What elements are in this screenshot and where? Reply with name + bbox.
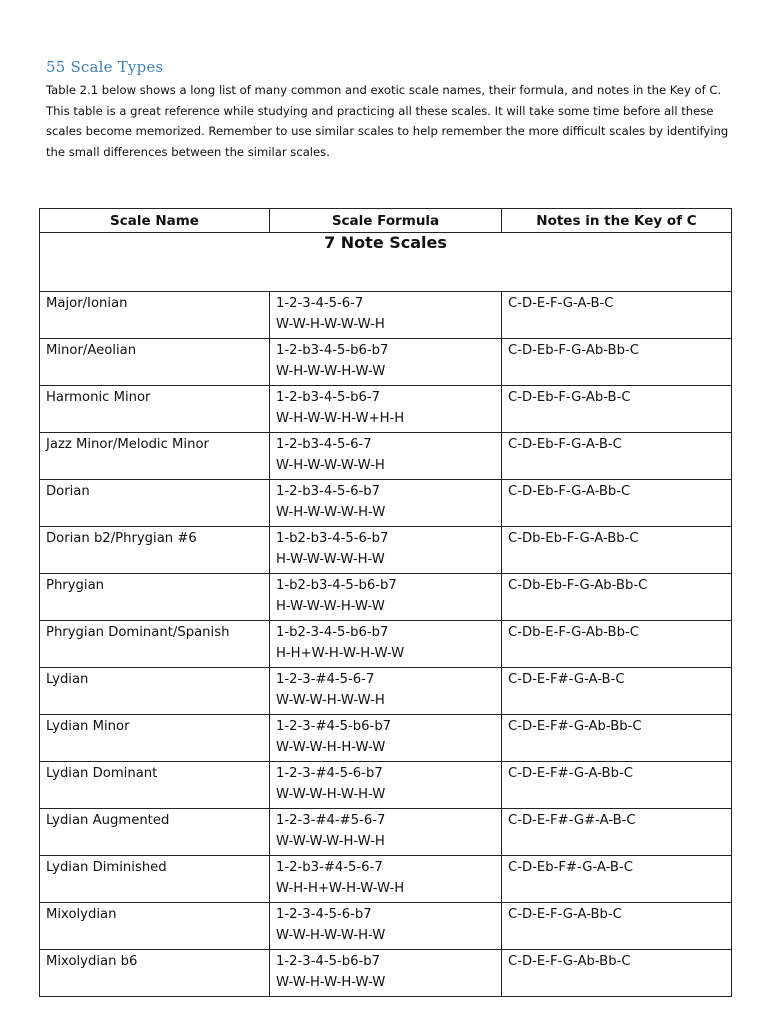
scale-notes-cell: C-D-E-F#-G-A-B-C xyxy=(502,668,732,715)
scale-formula-cell xyxy=(270,762,502,809)
scale-name-cell: Lydian xyxy=(40,668,270,715)
scale-degrees: 1-2-3-4-5-6-7 xyxy=(276,296,364,311)
table-row xyxy=(40,903,732,950)
table-header-row xyxy=(40,209,732,233)
scale-notes-cell: C-D-Eb-F-G-Ab-Bb-C xyxy=(502,339,732,386)
table-row xyxy=(40,668,732,715)
scale-degrees: 1-2-b3-#4-5-6-7 xyxy=(276,860,383,875)
scale-steps: W-H-W-W-H-W+H-H xyxy=(276,411,405,426)
scale-name-cell: Dorian xyxy=(40,480,270,527)
table-row xyxy=(40,433,732,480)
scale-degrees: 1-2-b3-4-5-6-7 xyxy=(276,437,372,452)
intro-paragraph: Table 2.1 below shows a long list of many common and exotic scale names, their formula, and notes in the Key of C. This table is a great reference while studying and practicing all these scales. It will take some time before all these scales become memorized. Remember to use similar scales to help remember the more difficult scales by identifying the small differences between the similar scales. xyxy=(46,83,729,159)
scale-formula-cell xyxy=(270,386,502,433)
scale-degrees: 1-2-b3-4-5-b6-b7 xyxy=(276,343,389,358)
scale-degrees: 1-2-3-4-5-6-b7 xyxy=(276,907,372,922)
scale-steps: H-W-W-W-W-H-W xyxy=(276,552,385,567)
scale-formula-cell xyxy=(270,480,502,527)
scale-steps: W-W-W-H-W-H-W xyxy=(276,787,386,802)
table-row xyxy=(40,762,732,809)
scale-steps: W-W-W-H-H-W-W xyxy=(276,740,386,755)
table-row xyxy=(40,339,732,386)
scale-steps: W-W-H-W-W-H-W xyxy=(276,928,386,943)
scale-degrees: 1-b2-b3-4-5-6-b7 xyxy=(276,531,389,546)
scale-steps: W-W-H-W-H-W-W xyxy=(276,975,386,990)
scale-steps: W-H-W-W-W-W-H xyxy=(276,458,385,473)
section-row xyxy=(40,233,732,292)
scale-notes-cell: C-D-Eb-F-G-A-Bb-C xyxy=(502,480,732,527)
scale-formula-cell xyxy=(270,292,502,339)
scale-steps: W-H-W-W-W-H-W xyxy=(276,505,386,520)
scale-steps: H-H+W-H-W-H-W-W xyxy=(276,646,405,661)
scale-name-cell: Mixolydian b6 xyxy=(40,950,270,997)
scale-notes-cell: C-Db-Eb-F-G-Ab-Bb-C xyxy=(502,574,732,621)
scale-steps: W-W-H-W-W-W-H xyxy=(276,317,385,332)
table-row xyxy=(40,621,732,668)
scale-degrees: 1-2-3-#4-5-b6-b7 xyxy=(276,719,392,734)
scale-steps: H-W-W-W-H-W-W xyxy=(276,599,385,614)
scale-name-cell: Phrygian xyxy=(40,574,270,621)
table-row xyxy=(40,574,732,621)
scale-steps: W-H-W-W-H-W-W xyxy=(276,364,386,379)
table-row xyxy=(40,809,732,856)
scale-degrees: 1-b2-3-4-5-b6-b7 xyxy=(276,625,389,640)
header-scale-formula: Scale Formula xyxy=(270,209,502,233)
scale-degrees: 1-2-b3-4-5-6-b7 xyxy=(276,484,381,499)
scale-notes-cell: C-Db-E-F-G-Ab-Bb-C xyxy=(502,621,732,668)
scale-name-cell: Jazz Minor/Melodic Minor xyxy=(40,433,270,480)
table-row xyxy=(40,527,732,574)
header-scale-name: Scale Name xyxy=(40,209,270,233)
scale-steps: W-H-H+W-H-W-W-H xyxy=(276,881,405,896)
scale-notes-cell: C-D-Eb-F-G-Ab-B-C xyxy=(502,386,732,433)
scale-name-cell: Lydian Augmented xyxy=(40,809,270,856)
scale-formula-cell xyxy=(270,668,502,715)
section-title: 7 Note Scales xyxy=(40,233,732,292)
scale-degrees: 1-2-3-#4-#5-6-7 xyxy=(276,813,386,828)
scale-name-cell: Lydian Diminished xyxy=(40,856,270,903)
scale-formula-cell xyxy=(270,574,502,621)
scale-notes-cell: C-Db-Eb-F-G-A-Bb-C xyxy=(502,527,732,574)
table-row xyxy=(40,950,732,997)
scale-notes-cell: C-D-Eb-F#-G-A-B-C xyxy=(502,856,732,903)
header-notes-key-of-c: Notes in the Key of C xyxy=(502,209,732,233)
scale-degrees: 1-2-b3-4-5-b6-7 xyxy=(276,390,381,405)
scale-formula-cell xyxy=(270,903,502,950)
table-row xyxy=(40,386,732,433)
scale-notes-cell: C-D-E-F#-G#-A-B-C xyxy=(502,809,732,856)
scale-degrees: 1-2-3-4-5-b6-b7 xyxy=(276,954,381,969)
scale-name-cell: Lydian Minor xyxy=(40,715,270,762)
scale-formula-cell xyxy=(270,621,502,668)
scale-name-cell: Lydian Dominant xyxy=(40,762,270,809)
scale-formula-cell xyxy=(270,715,502,762)
scale-name-cell: Harmonic Minor xyxy=(40,386,270,433)
scale-name-cell: Mixolydian xyxy=(40,903,270,950)
scale-name-cell: Dorian b2/Phrygian #6 xyxy=(40,527,270,574)
scale-degrees: 1-2-3-#4-5-6-b7 xyxy=(276,766,383,781)
scale-formula-cell xyxy=(270,527,502,574)
scale-formula-cell xyxy=(270,809,502,856)
scale-notes-cell: C-D-E-F#-G-A-Bb-C xyxy=(502,762,732,809)
scale-formula-cell xyxy=(270,339,502,386)
table-row xyxy=(40,715,732,762)
scale-notes-cell: C-D-E-F-G-Ab-Bb-C xyxy=(502,950,732,997)
scale-steps: W-W-W-W-H-W-H xyxy=(276,834,385,849)
scale-formula-cell xyxy=(270,433,502,480)
scale-notes-cell: C-D-E-F-G-A-Bb-C xyxy=(502,903,732,950)
scale-notes-cell: C-D-E-F#-G-Ab-Bb-C xyxy=(502,715,732,762)
table-row xyxy=(40,856,732,903)
scale-degrees: 1-b2-b3-4-5-b6-b7 xyxy=(276,578,397,593)
scale-notes-cell: C-D-Eb-F-G-A-B-C xyxy=(502,433,732,480)
scale-steps: W-W-W-H-W-W-H xyxy=(276,693,385,708)
scale-name-cell: Phrygian Dominant/Spanish xyxy=(40,621,270,668)
section-heading: 55 Scale Types xyxy=(46,58,164,76)
table-row xyxy=(40,292,732,339)
scale-notes-cell: C-D-E-F-G-A-B-C xyxy=(502,292,732,339)
scale-table xyxy=(39,208,732,997)
scale-name-cell: Major/Ionian xyxy=(40,292,270,339)
scale-degrees: 1-2-3-#4-5-6-7 xyxy=(276,672,375,687)
scale-name-cell: Minor/Aeolian xyxy=(40,339,270,386)
scale-formula-cell xyxy=(270,950,502,997)
scale-formula-cell xyxy=(270,856,502,903)
table-row xyxy=(40,480,732,527)
